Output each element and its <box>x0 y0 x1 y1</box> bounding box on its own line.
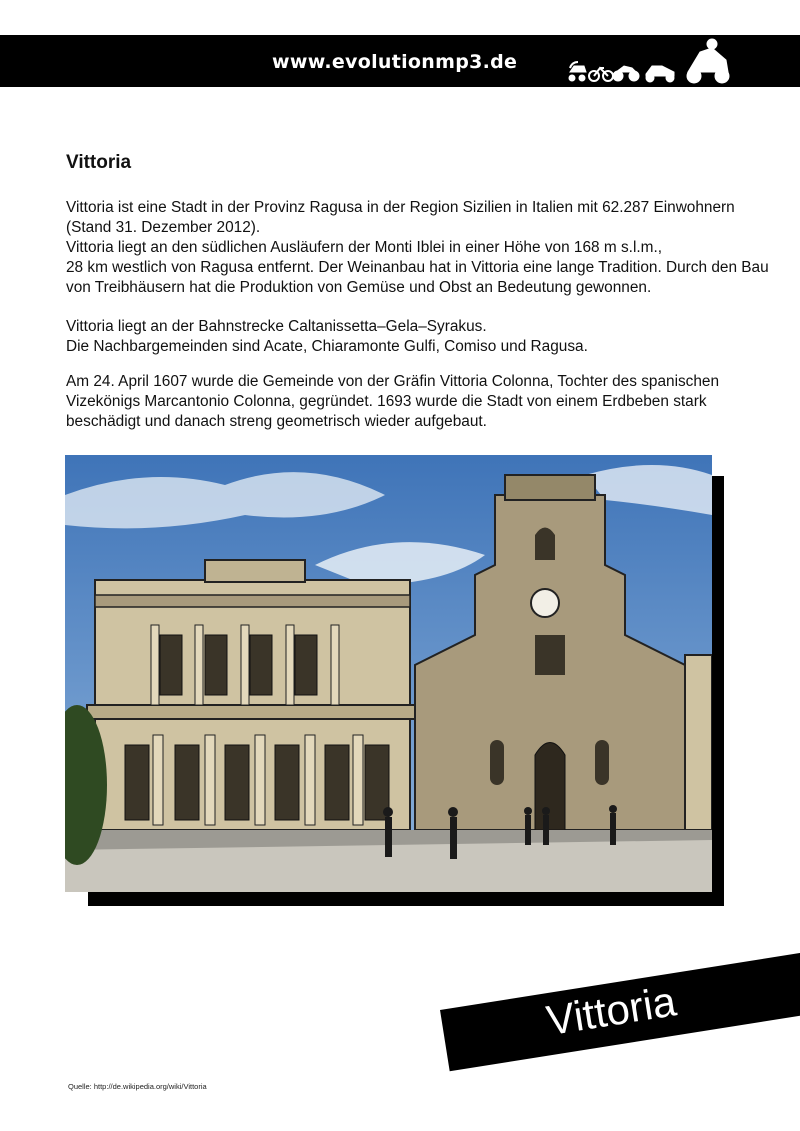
transport-paragraph <box>66 317 776 357</box>
intro-text: Vittoria ist eine Stadt in der Provinz Ragusa in der Region Sizilien in Italien mit 62.287 Einwohnern (Stand 31. Dezember 2012). Vittoria liegt an den südlichen Ausläufern der Monti Iblei in einer Höhe von 168 m s.l.m., 28 km westlich von Ragusa entfernt. Der Weinanbau hat in Vittoria eine lange Tradition. Durch den Bau von Treibhäusern hat die Produktion von Gemüse und Obst an Bedeutung gewonnen. <box>66 199 769 296</box>
city-name-banner <box>440 947 800 1071</box>
town-square-photo <box>65 455 712 892</box>
source-citation[interactable]: Quelle: http://de.wikipedia.org/wiki/Vittoria <box>68 1082 207 1091</box>
header-bar <box>0 35 800 87</box>
transport-text: Vittoria liegt an der Bahnstrecke Caltanissetta–Gela–Syrakus. Die Nachbargemeinden sind Acate, Chiaramonte Gulfi, Comiso und Ragusa. <box>66 318 588 355</box>
intro-paragraph <box>66 198 776 298</box>
banner-label: Vittoria <box>543 977 680 1045</box>
history-text: Am 24. April 1607 wurde die Gemeinde von der Gräfin Vittoria Colonna, Tochter des spanischen Vizekönigs Marcantonio Colonna, gegründet. 1693 wurde die Stadt von einem Erdbeben stark beschädigt und danach streng geometrisch wieder aufgebaut. <box>66 373 720 430</box>
vehicles-silhouette-icon <box>566 38 732 84</box>
town-square-illustration <box>65 455 712 892</box>
site-url[interactable]: www.evolutionmp3.de <box>272 51 518 73</box>
history-paragraph <box>66 372 776 432</box>
page-title: Vittoria <box>66 152 132 173</box>
